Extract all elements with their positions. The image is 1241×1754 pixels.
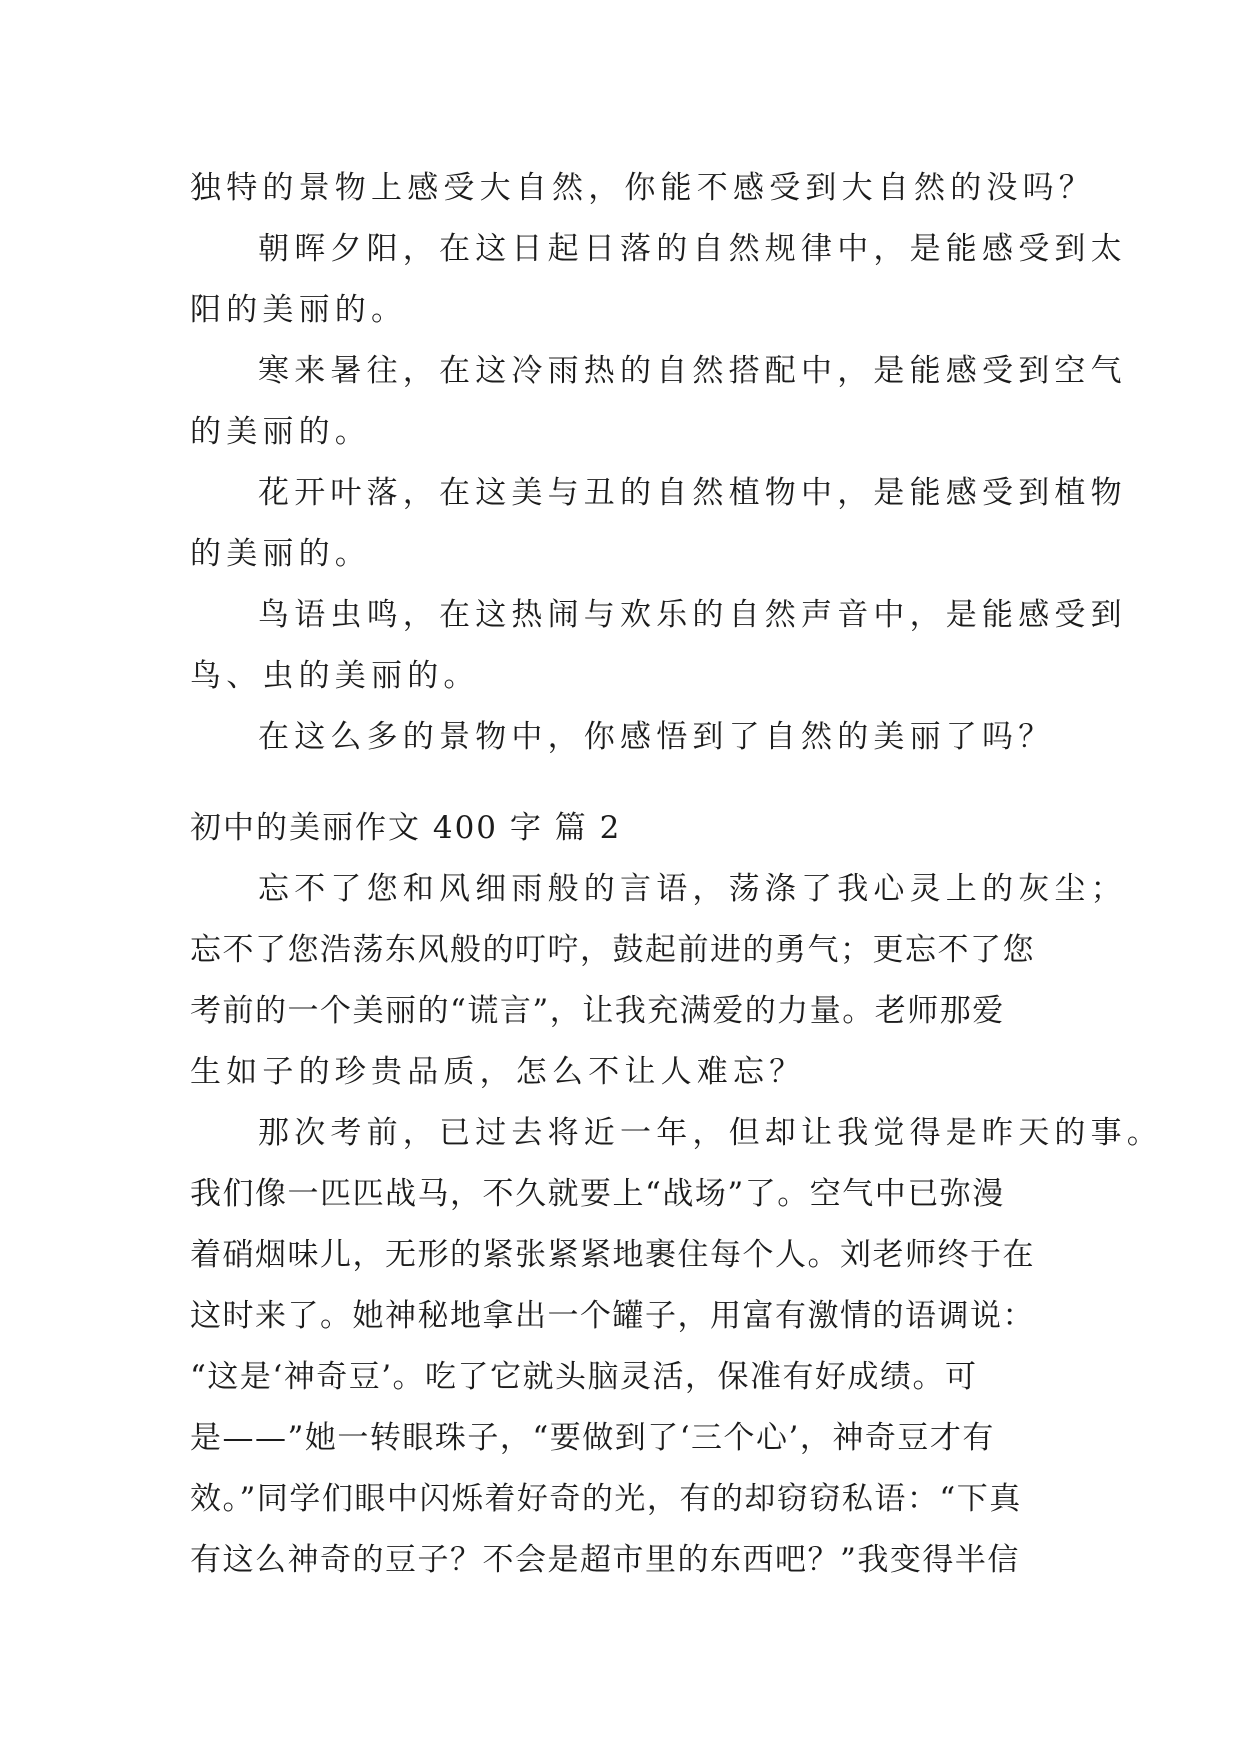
text-line: 花开叶落，在这美与丑的自然植物中，是能感受到植物	[258, 475, 1127, 511]
text-line: 忘不了您和风细雨般的言语，荡涤了我心灵上的灰尘；	[258, 871, 1127, 907]
text-line: 鸟、虫的美丽的。	[190, 658, 480, 694]
text-line: 在这么多的景物中，你感悟到了自然的美丽了吗？	[258, 719, 1055, 755]
text-line: 着硝烟味儿，无形的紧张紧紧地裹住每个人。刘老师终于在	[190, 1237, 1035, 1273]
text-line: 寒来暑往，在这冷雨热的自然搭配中，是能感受到空气	[258, 353, 1127, 389]
text-line: 的美丽的。	[190, 536, 371, 572]
text-line: 阳的美丽的。	[190, 292, 408, 328]
text-line: 有这么神奇的豆子？不会是超市里的东西吧？”我变得半信	[190, 1542, 1020, 1578]
text-line: 是——”她一转眼珠子，“要做到了‘三个心’，神奇豆才有	[190, 1420, 995, 1456]
text-line: 这时来了。她神秘地拿出一个罐子，用富有激情的语调说：	[190, 1298, 1035, 1334]
text-line: 我们像一匹匹战马，不久就要上“战场”了。空气中已弥漫	[190, 1176, 1005, 1212]
text-line: 的美丽的。	[190, 414, 371, 450]
section-heading: 初中的美丽作文 400 字 篇 2	[190, 810, 622, 846]
text-line: 生如子的珍贵品质，怎么不让人难忘？	[190, 1054, 806, 1090]
text-line: 独特的景物上感受大自然，你能不感受到大自然的没吗？	[190, 170, 1095, 206]
text-line: 朝晖夕阳，在这日起日落的自然规律中，是能感受到太	[258, 231, 1127, 267]
text-line: 忘不了您浩荡东风般的叮咛，鼓起前进的勇气；更忘不了您	[190, 932, 1035, 968]
text-line: 效。”同学们眼中闪烁着好奇的光，有的却窃窃私语：“下真	[190, 1481, 1022, 1517]
text-line: 考前的一个美丽的“谎言”，让我充满爱的力量。老师那爱	[190, 993, 1005, 1029]
text-line: “这是‘神奇豆’。吃了它就头脑灵活，保准有好成绩。可	[190, 1359, 978, 1395]
text-line: 那次考前，已过去将近一年，但却让我觉得是昨天的事。	[258, 1115, 1163, 1151]
text-line: 鸟语虫鸣，在这热闹与欢乐的自然声音中，是能感受到	[258, 597, 1127, 633]
